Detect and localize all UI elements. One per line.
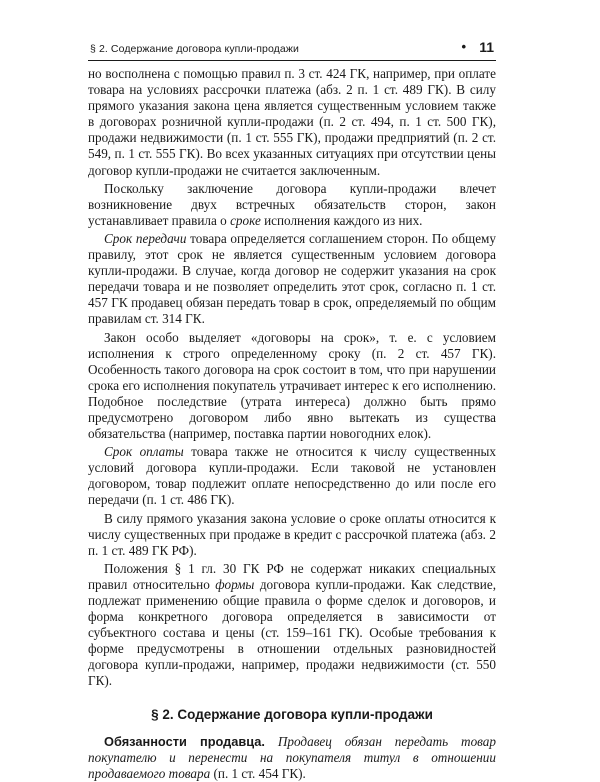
- paragraph-payment-term: Срок оплаты товара также не относится к числу существенных условий договора купли-продажи. Если таковой не установлен договором, товар подлежит оплате непосредственно до или после его передачи (п. 1 ст. 486 ГК).: [88, 444, 496, 508]
- body-text: [88, 66, 496, 690]
- page-number: 11: [479, 39, 494, 55]
- paragraph-contract-form: Положения § 1 гл. 30 ГК РФ не содержат никаких специальных правил относительно формы договора купли-продажи. Как следствие, подлежат применению общие правила о форме сделок и договоров, и форма конкретного договора определяется в зависимости от субъектного состава и цены (ст. 159–161 ГК). Особые требования к форме предусмотрены в отношении отдельных разновидностей договора купли-продажи, например, продажи недвижимости (ст. 550 ГК).: [88, 560, 496, 689]
- bullet-icon: •: [461, 39, 466, 54]
- section-heading: § 2. Содержание договора купли-продажи: [151, 706, 433, 722]
- paragraph-price-condition: но восполнена с помощью правил п. 3 ст. 424 ГК, например, при оплате товара на условиях рассрочки платежа (абз. 2 п. 1 ст. 489 ГК). В силу прямого указания закона цена является существенным условием также в договорах розничной купли-продажи (п. 2 ст. 494, п. 1 ст. 500 ГК), продажи недвижимости (п. 1 ст. 555 ГК), продажи предприятий (п. 2 ст. 549, п. 1 ст. 555 ГК). Во всех указанных ситуациях при отсутствии цены договор купли-продажи не считается заключенным.: [88, 66, 496, 178]
- paragraph-seller-obligations: Обязанности продавца. Продавец обязан передать товар покупателю и перенести на покупателя титул в отношении продаваемого товара (п. 1 ст. 454 ГК).: [88, 733, 496, 781]
- run-in-heading: Обязанности продавца.: [104, 733, 265, 749]
- paragraph-obligations-terms: Поскольку заключение договора купли-продажи влечет возникновение двух встречных обязательств сторон, закон устанавливает правила о сроке исполнения каждого из них.: [88, 180, 496, 228]
- book-page: [88, 38, 496, 782]
- paragraph-fixed-term-contracts: Закон особо выделяет «договоры на срок», т. е. с условием исполнения к строго определенному сроку (п. 2 ст. 457 ГК). Особенность такого договора на срок состоит в том, что при нарушении срока его исполнения покупатель утрачивает интерес к его исполнению. Подобное последствие (утрата интереса) должно быть прямо предусмотрено договором либо явно вытекать из существа обязательства (например, поставка партии новогодних елок).: [88, 329, 496, 442]
- paragraph-delivery-term: Срок передачи товара определяется соглашением сторон. По общему правилу, этот срок не является существенным условием договора купли-продажи. В случае, когда договор не содержит указания на срок передачи товара и не позволяет определить этот срок, согласно п. 1 ст. 457 ГК продавец обязан передать товар в срок, определяемый по общим правилам ст. 314 ГК.: [88, 230, 496, 327]
- term-emphasis: Срок передачи: [104, 230, 187, 246]
- term-emphasis: формы: [215, 576, 255, 592]
- emphasized-rule: Продавец обязан передать товар покупателю и перенести на покупателя титул в отношении продаваемого товара: [88, 733, 496, 781]
- term-emphasis: Срок оплаты: [104, 444, 184, 460]
- running-title: § 2. Содержание договора купли-продажи: [90, 43, 299, 55]
- page-header: [88, 38, 496, 61]
- paragraph-installment-credit: В силу прямого указания закона условие о сроке оплаты относится к числу существенных при продаже в кредит с рассрочкой платежа (абз. 2 п. 1 ст. 489 ГК РФ).: [88, 510, 496, 558]
- term-emphasis: сроке: [230, 212, 261, 228]
